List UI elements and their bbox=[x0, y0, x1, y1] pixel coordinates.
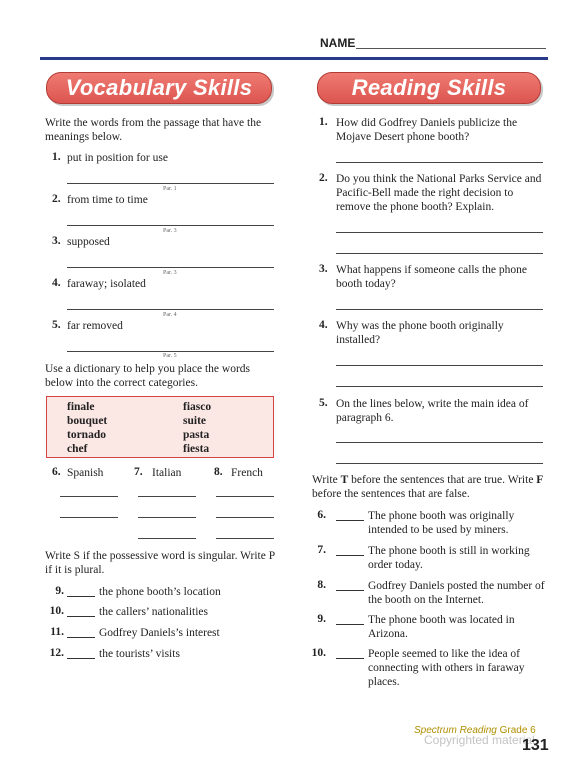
question-number: 3. bbox=[319, 263, 328, 275]
vocab-item-text: from time to time bbox=[67, 194, 148, 206]
paragraph-ref: Par. 3 bbox=[163, 228, 177, 234]
tf-instr-part: before the sentences that are true. Write bbox=[348, 474, 537, 486]
answer-blank[interactable] bbox=[67, 586, 95, 597]
tf-item-text: The phone booth is still in working order today. bbox=[368, 545, 530, 571]
vocab-item-text: put in position for use bbox=[67, 152, 168, 164]
question-number: 4. bbox=[319, 319, 328, 331]
answer-blank[interactable] bbox=[67, 648, 95, 659]
answer-line[interactable] bbox=[336, 309, 543, 310]
vocab-item-number: 1. bbox=[52, 151, 61, 163]
tf-item-number: 9. bbox=[317, 613, 326, 625]
brand-name: Spectrum Reading bbox=[414, 725, 497, 736]
possessive-item-text: the tourists’ visits bbox=[99, 648, 180, 660]
question-text: On the lines below, write the main idea of paragraph 6. bbox=[336, 398, 529, 424]
name-label: NAME bbox=[320, 36, 356, 50]
word-box-word: chef bbox=[67, 443, 88, 455]
answer-line[interactable] bbox=[216, 496, 274, 497]
possessive-item-text: the phone booth’s location bbox=[99, 586, 221, 598]
question-text: What happens if someone calls the phone booth today? bbox=[336, 264, 527, 290]
true-false-instructions bbox=[312, 473, 548, 501]
word-box-word: tornado bbox=[67, 429, 106, 441]
grade-label: Grade 6 bbox=[499, 725, 536, 736]
reading-skills-banner: Reading Skills bbox=[317, 72, 541, 104]
tf-item-number: 8. bbox=[317, 579, 326, 591]
answer-line[interactable] bbox=[67, 267, 274, 268]
question-text: Why was the phone booth originally installed? bbox=[336, 320, 504, 346]
answer-line[interactable] bbox=[336, 463, 543, 464]
tf-item-number: 10. bbox=[311, 647, 326, 659]
category-label: French bbox=[231, 467, 263, 479]
tf-instr-part: before the sentences that are false. bbox=[312, 488, 470, 500]
word-box-word: bouquet bbox=[67, 415, 108, 427]
answer-blank[interactable] bbox=[336, 580, 364, 591]
question-text: Do you think the National Parks Service and Pacific-Bell made the right decision to remove the phone booth? Explain. bbox=[336, 173, 542, 213]
category-number: 7. bbox=[134, 466, 143, 478]
category-number: 6. bbox=[52, 466, 61, 478]
vocab-item-number: 5. bbox=[52, 319, 61, 331]
paragraph-ref: Par. 4 bbox=[163, 312, 177, 318]
possessive-item-text: Godfrey Daniels’s interest bbox=[99, 627, 220, 639]
page-number: 131 bbox=[522, 737, 549, 754]
answer-line[interactable] bbox=[138, 517, 196, 518]
word-box-word: pasta bbox=[183, 429, 210, 441]
word-box-word: fiasco bbox=[183, 401, 212, 413]
question-number: 5. bbox=[319, 397, 328, 409]
answer-blank[interactable] bbox=[336, 614, 364, 625]
word-box-word: finale bbox=[67, 401, 95, 413]
tf-item-text: Godfrey Daniels posted the number of the booth on the Internet. bbox=[368, 580, 545, 606]
tf-item-number: 7. bbox=[317, 544, 326, 556]
vocab-instructions: Write the words from the passage that have the meanings below. bbox=[45, 117, 262, 143]
category-label: Italian bbox=[152, 467, 182, 479]
category-number: 8. bbox=[214, 466, 223, 478]
possessive-item-number: 11. bbox=[50, 626, 64, 638]
category-label: Spanish bbox=[67, 467, 104, 479]
word-box-word: suite bbox=[183, 415, 206, 427]
word-box bbox=[46, 396, 274, 458]
answer-line[interactable] bbox=[336, 162, 543, 163]
question-number: 1. bbox=[319, 116, 328, 128]
answer-line[interactable] bbox=[67, 351, 274, 352]
possessive-item-number: 12. bbox=[49, 647, 64, 659]
answer-line[interactable] bbox=[138, 538, 196, 539]
answer-line[interactable] bbox=[336, 232, 543, 233]
answer-line[interactable] bbox=[67, 309, 274, 310]
possessive-item-number: 10. bbox=[49, 605, 64, 617]
vocab-item-text: faraway; isolated bbox=[67, 278, 146, 290]
word-box-word: fiesta bbox=[183, 443, 210, 455]
vocab-item-number: 3. bbox=[52, 235, 61, 247]
paragraph-ref: Par. 1 bbox=[163, 186, 177, 192]
vocab-item-number: 4. bbox=[52, 277, 61, 289]
vocabulary-skills-banner: Vocabulary Skills bbox=[46, 72, 272, 104]
possessive-item-text: the callers’ nationalities bbox=[99, 606, 208, 618]
answer-blank[interactable] bbox=[336, 648, 364, 659]
answer-line[interactable] bbox=[60, 496, 118, 497]
answer-blank[interactable] bbox=[336, 545, 364, 556]
answer-line[interactable] bbox=[216, 517, 274, 518]
possessive-instructions: Write S if the possessive word is singular. Write P if it is plural. bbox=[45, 550, 275, 576]
answer-line[interactable] bbox=[216, 538, 274, 539]
tf-instr-part: Write bbox=[312, 474, 341, 486]
paragraph-ref: Par. 3 bbox=[163, 270, 177, 276]
answer-line[interactable] bbox=[67, 183, 274, 184]
answer-blank[interactable] bbox=[67, 606, 95, 617]
answer-line[interactable] bbox=[138, 496, 196, 497]
tf-item-text: The phone booth was originally intended to be used by miners. bbox=[368, 510, 515, 536]
question-text: How did Godfrey Daniels publicize the Mojave Desert phone booth? bbox=[336, 117, 518, 143]
answer-blank[interactable] bbox=[67, 627, 95, 638]
vocab-item-text: supposed bbox=[67, 236, 110, 248]
name-line bbox=[356, 48, 546, 49]
vocab-item-text: far removed bbox=[67, 320, 123, 332]
answer-line[interactable] bbox=[60, 517, 118, 518]
answer-line[interactable] bbox=[336, 365, 543, 366]
tf-letter-f: F bbox=[536, 474, 544, 486]
answer-blank[interactable] bbox=[336, 510, 364, 521]
tf-item-text: The phone booth was located in Arizona. bbox=[368, 614, 515, 640]
answer-line[interactable] bbox=[336, 442, 543, 443]
answer-line[interactable] bbox=[67, 225, 274, 226]
copyright-watermark: Copyrighted material bbox=[424, 733, 535, 747]
answer-line[interactable] bbox=[336, 253, 543, 254]
tf-item-number: 6. bbox=[317, 509, 326, 521]
answer-line[interactable] bbox=[336, 386, 543, 387]
vocab-item-number: 2. bbox=[52, 193, 61, 205]
dictionary-instructions: Use a dictionary to help you place the words below into the correct categories. bbox=[45, 363, 251, 389]
tf-letter-t: T bbox=[340, 474, 349, 486]
possessive-item-number: 9. bbox=[55, 585, 64, 597]
tf-item-text: People seemed to like the idea of connecting with others in faraway places. bbox=[368, 648, 525, 688]
header-rule bbox=[40, 57, 548, 60]
question-number: 2. bbox=[319, 172, 328, 184]
paragraph-ref: Par. 5 bbox=[163, 353, 177, 359]
